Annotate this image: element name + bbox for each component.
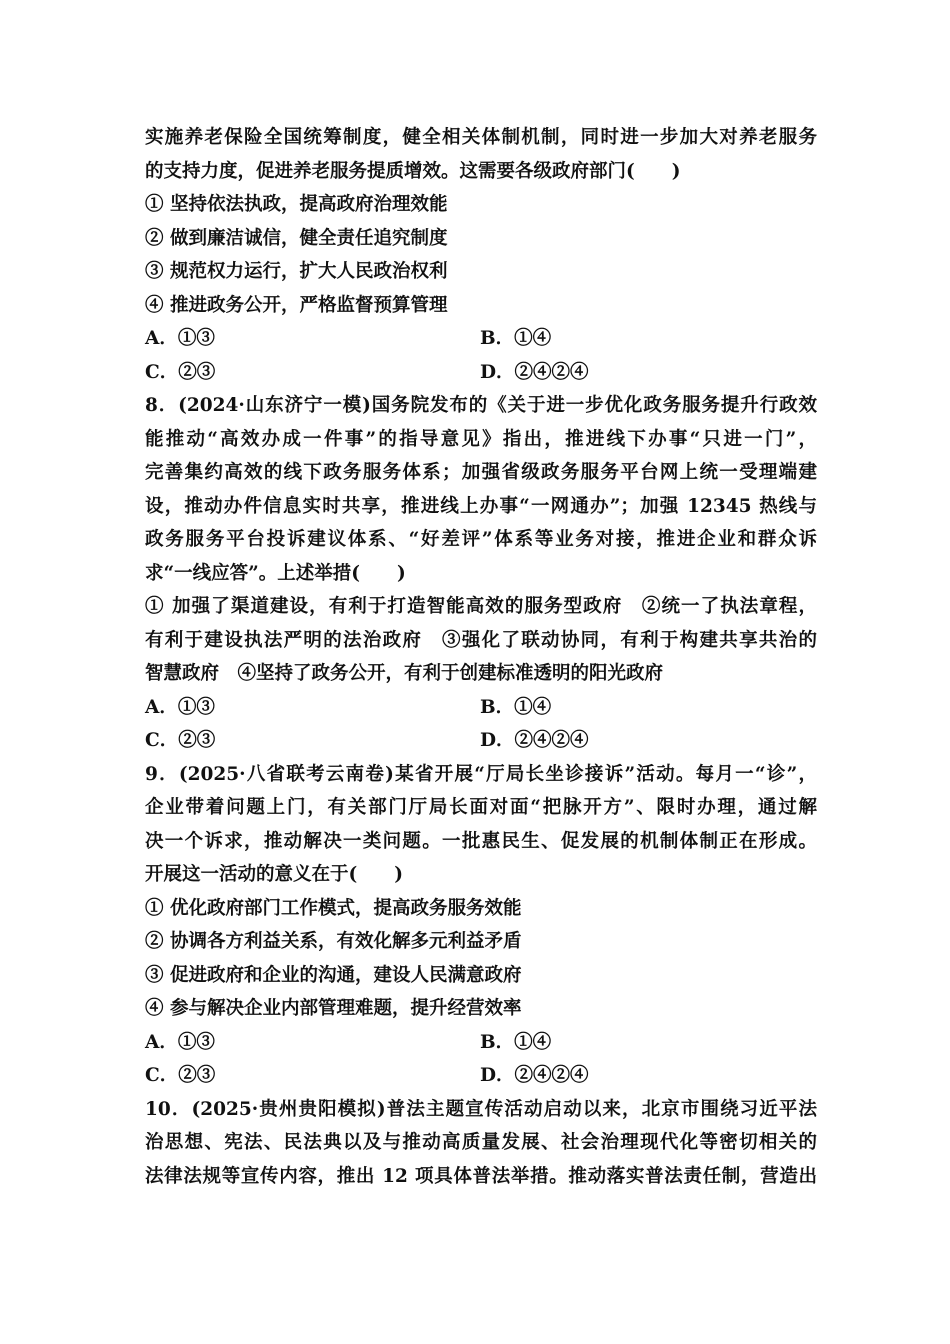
question-8 bbox=[145, 389, 817, 758]
question-7 bbox=[145, 121, 817, 389]
q8-stem-line-1: 8．(2024·山东济宁一模)国务院发布的《关于进一步优化政务服务提升行政效 bbox=[145, 395, 817, 416]
q10-stem-line-2: 治思想、宪法、民法典以及与推动高质量发展、社会治理现代化等密切相关的 bbox=[145, 1132, 817, 1153]
q9-option-b: B．①④ bbox=[480, 1031, 552, 1053]
q9-statement-4: ④ 参与解决企业内部管理难题，提升经营效率 bbox=[145, 998, 522, 1019]
q9-options-row-1 bbox=[145, 1026, 817, 1060]
q7-stem-line-2: 的支持力度，促进养老服务提质增效。这需要各级政府部门( ) bbox=[145, 160, 681, 182]
q8-stem-line-4: 设，推动办件信息实时共享，推进线上办事“一网通办”；加强 12345 热线与 bbox=[145, 495, 817, 517]
q9-options-row-2 bbox=[145, 1059, 817, 1093]
q8-option-b: B．①④ bbox=[480, 696, 552, 718]
question-10 bbox=[145, 1093, 817, 1194]
q9-option-a: A．①③ bbox=[145, 1031, 215, 1053]
q8-options-row-2 bbox=[145, 724, 817, 758]
q7-option-c: C．②③ bbox=[145, 361, 216, 383]
q9-statement-3: ③ 促进政府和企业的沟通，建设人民满意政府 bbox=[145, 964, 522, 986]
q8-statement-line-2: 有利于建设执法严明的法治政府 ③强化了联动协同，有利于构建共享共治的 bbox=[145, 629, 817, 651]
q7-statement-2: ② 做到廉洁诚信，健全责任追究制度 bbox=[145, 227, 448, 249]
q7-stem-line-1: 实施养老保险全国统筹制度，健全相关体制机制，同时进一步加大对养老服务 bbox=[145, 127, 817, 148]
q7-options-row-2 bbox=[145, 356, 817, 390]
q8-statement-line-1: ① 加强了渠道建设，有利于打造智能高效的服务型政府 ②统一了执法章程， bbox=[145, 596, 817, 617]
q9-statement-1: ① 优化政府部门工作模式，提高政务服务效能 bbox=[145, 897, 522, 919]
question-9 bbox=[145, 758, 817, 1093]
q8-stem-line-3: 完善集约高效的线下政务服务体系；加强省级政务服务平台网上统一受理端建 bbox=[145, 462, 817, 483]
q8-option-c: C．②③ bbox=[145, 730, 216, 751]
q9-option-c: C．②③ bbox=[145, 1065, 216, 1086]
q8-stem-line-5: 政务服务平台投诉建议体系、“好差评”体系等业务对接，推进企业和群众诉 bbox=[145, 529, 817, 550]
q9-stem-line-2: 企业带着问题上门，有关部门厅局长面对面“把脉开方”、限时办理，通过解 bbox=[145, 797, 817, 818]
q9-stem-line-4: 开展这一活动的意义在于( ) bbox=[145, 864, 404, 885]
q9-stem-line-1: 9．(2025·八省联考云南卷)某省开展“厅局长坐诊接诉”活动。每月一“诊”， bbox=[145, 763, 817, 785]
q7-statement-3: ③ 规范权力运行，扩大人民政治权利 bbox=[145, 261, 448, 282]
q9-stem-line-3: 决一个诉求，推动解决一类问题。一批惠民生、促发展的机制体制正在形成。 bbox=[145, 830, 817, 852]
document-content bbox=[145, 121, 817, 1193]
q7-statement-1: ① 坚持依法执政，提高政府治理效能 bbox=[145, 194, 448, 215]
q8-stem-line-2: 能推动“高效办成一件事”的指导意见》指出，推进线下办事“只进一门”， bbox=[145, 428, 817, 450]
q8-option-a: A．①③ bbox=[145, 696, 215, 718]
q9-statement-2: ② 协调各方利益关系，有效化解多元利益矛盾 bbox=[145, 931, 522, 952]
q7-options-row-1 bbox=[145, 322, 817, 356]
q8-statement-line-3: 智慧政府 ④坚持了政务公开，有利于创建标准透明的阳光政府 bbox=[145, 663, 664, 684]
q10-stem-line-3: 法律法规等宣传内容，推出 12 项具体普法举措。推动落实普法责任制，营造出 bbox=[145, 1165, 817, 1187]
q7-option-b: B．①④ bbox=[480, 328, 552, 349]
q7-option-d: D．②④②④ bbox=[480, 361, 589, 383]
q8-stem-line-6: 求“一线应答”。上述举措( ) bbox=[145, 562, 406, 584]
q7-option-a: A．①③ bbox=[145, 328, 215, 349]
q7-statement-4: ④ 推进政务公开，严格监督预算管理 bbox=[145, 294, 448, 316]
q9-option-d: D．②④②④ bbox=[480, 1065, 589, 1086]
q8-options-row-1 bbox=[145, 691, 817, 725]
q10-stem-line-1: 10．(2025·贵州贵阳模拟)普法主题宣传活动启动以来，北京市围绕习近平法 bbox=[145, 1098, 817, 1120]
q8-option-d: D．②④②④ bbox=[480, 730, 589, 751]
